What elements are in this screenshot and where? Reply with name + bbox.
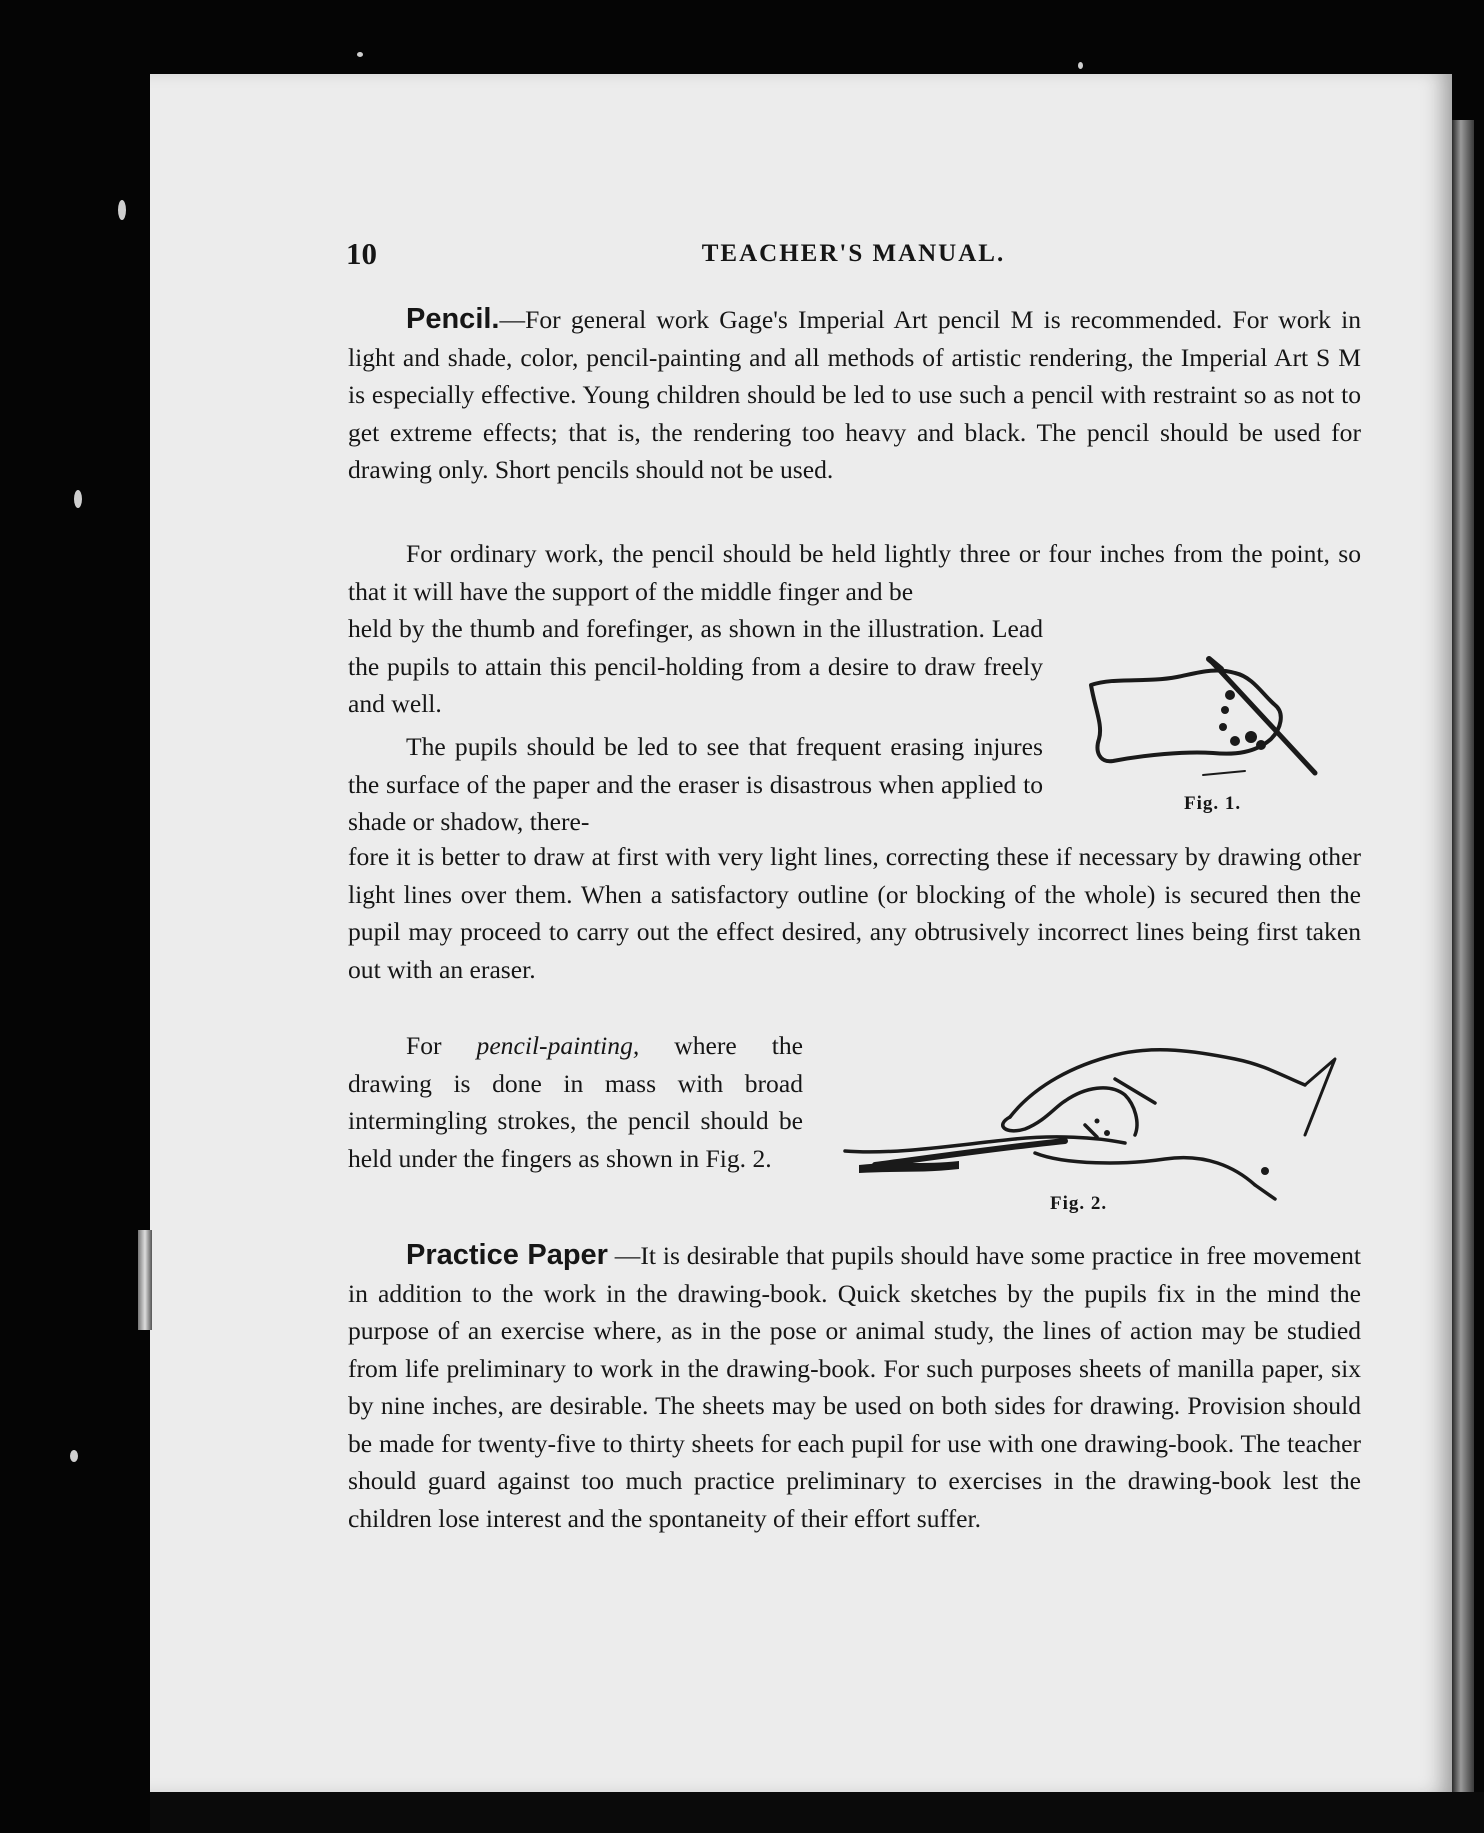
scan-speck xyxy=(357,52,363,57)
pencil-painting-paragraph xyxy=(348,1027,803,1177)
pencil-painting-text-post: where the drawing is done in mass with broad intermingling strokes, the pencil should be held under the fingers as shown in Fig. 2. xyxy=(348,1031,803,1173)
binding-mark xyxy=(138,1230,152,1330)
hand-holding-pencil-illustration xyxy=(1085,655,1370,780)
running-head: TEACHER'S MANUAL. xyxy=(701,240,1006,267)
practice-paper-text: —It is desirable that pupils should have some practice in free movement in addition to the work in the drawing-book. Quick sketches by the pupils fix in the mind the purpose of an exercise where, as in the pose or animal study, the lines of action may be studied from life preliminary to work in the drawing-book. For such purposes sheets of manilla paper, six by nine inches, are desirable. The sheets may be used on both sides for drawing. Provision should be made for twenty-five to thirty sheets for each pupil for use with one drawing-book. The teacher should guard against too much practice preliminary to exercises in the drawing-book lest the children lose interest and the spontaneity of their effort suffer. xyxy=(348,1241,1361,1533)
figure-2-caption: Fig. 2. xyxy=(1050,1193,1108,1214)
pencil-paragraph-3-full: fore it is better to draw at first with very light lines, correcting these if necessary by drawing other light lines over them. When a satisfactory outline (or blocking of the whole) is secured then the pupil may proceed to carry out the effect desired, any obtrusively incorrect lines being first taken out with an eraser. xyxy=(348,842,1361,984)
practice-paper-paragraph xyxy=(348,1237,1361,1537)
page-edge xyxy=(1452,120,1474,1800)
scan-speck xyxy=(70,1450,78,1462)
figure-1-caption: Fig. 1. xyxy=(1184,793,1242,814)
pencil-paragraph-1-text: —For general work Gage's Imperial Art pencil M is recommended. For work in light and shade, color, pencil-painting and all methods of artistic rendering, the Imperial Art S M is especially effective. Young children should be led to use such a pencil with restraint so as not to get extreme effects; that is, the rendering too heavy and black. The pencil should be used for drawing only. Short pencils should not be used. xyxy=(348,305,1361,484)
page-number: 10 xyxy=(346,236,377,271)
scan-speck xyxy=(74,490,82,508)
pencil-paragraph-1 xyxy=(348,301,1361,489)
hand-pencil-painting-illustration xyxy=(835,1015,1375,1205)
practice-paper-heading: Practice Paper xyxy=(406,1239,608,1271)
pencil-paragraph-2-full: For ordinary work, the pencil should be held lightly three or four inches from the point, so that it will have the support of the middle finger and be xyxy=(348,539,1361,606)
pencil-painting-text-pre: For xyxy=(406,1031,477,1060)
page-header xyxy=(346,236,1361,276)
scan-border-bottom xyxy=(150,1792,1484,1833)
pencil-paragraph-3-narrow: The pupils should be led to see that frequent erasing injures the surface of the paper and the eraser is disastrous when applied to shade or shadow, there- xyxy=(348,732,1043,836)
scan-speck xyxy=(1078,62,1083,69)
pencil-painting-term: pencil-painting, xyxy=(476,1031,640,1060)
scan-speck xyxy=(118,200,126,220)
pencil-paragraph-2-narrow: held by the thumb and forefinger, as shown in the illustration. Lead the pupils to attain this pencil-holding from a desire to draw freely and well. xyxy=(348,614,1043,718)
pencil-heading: Pencil. xyxy=(406,303,500,335)
